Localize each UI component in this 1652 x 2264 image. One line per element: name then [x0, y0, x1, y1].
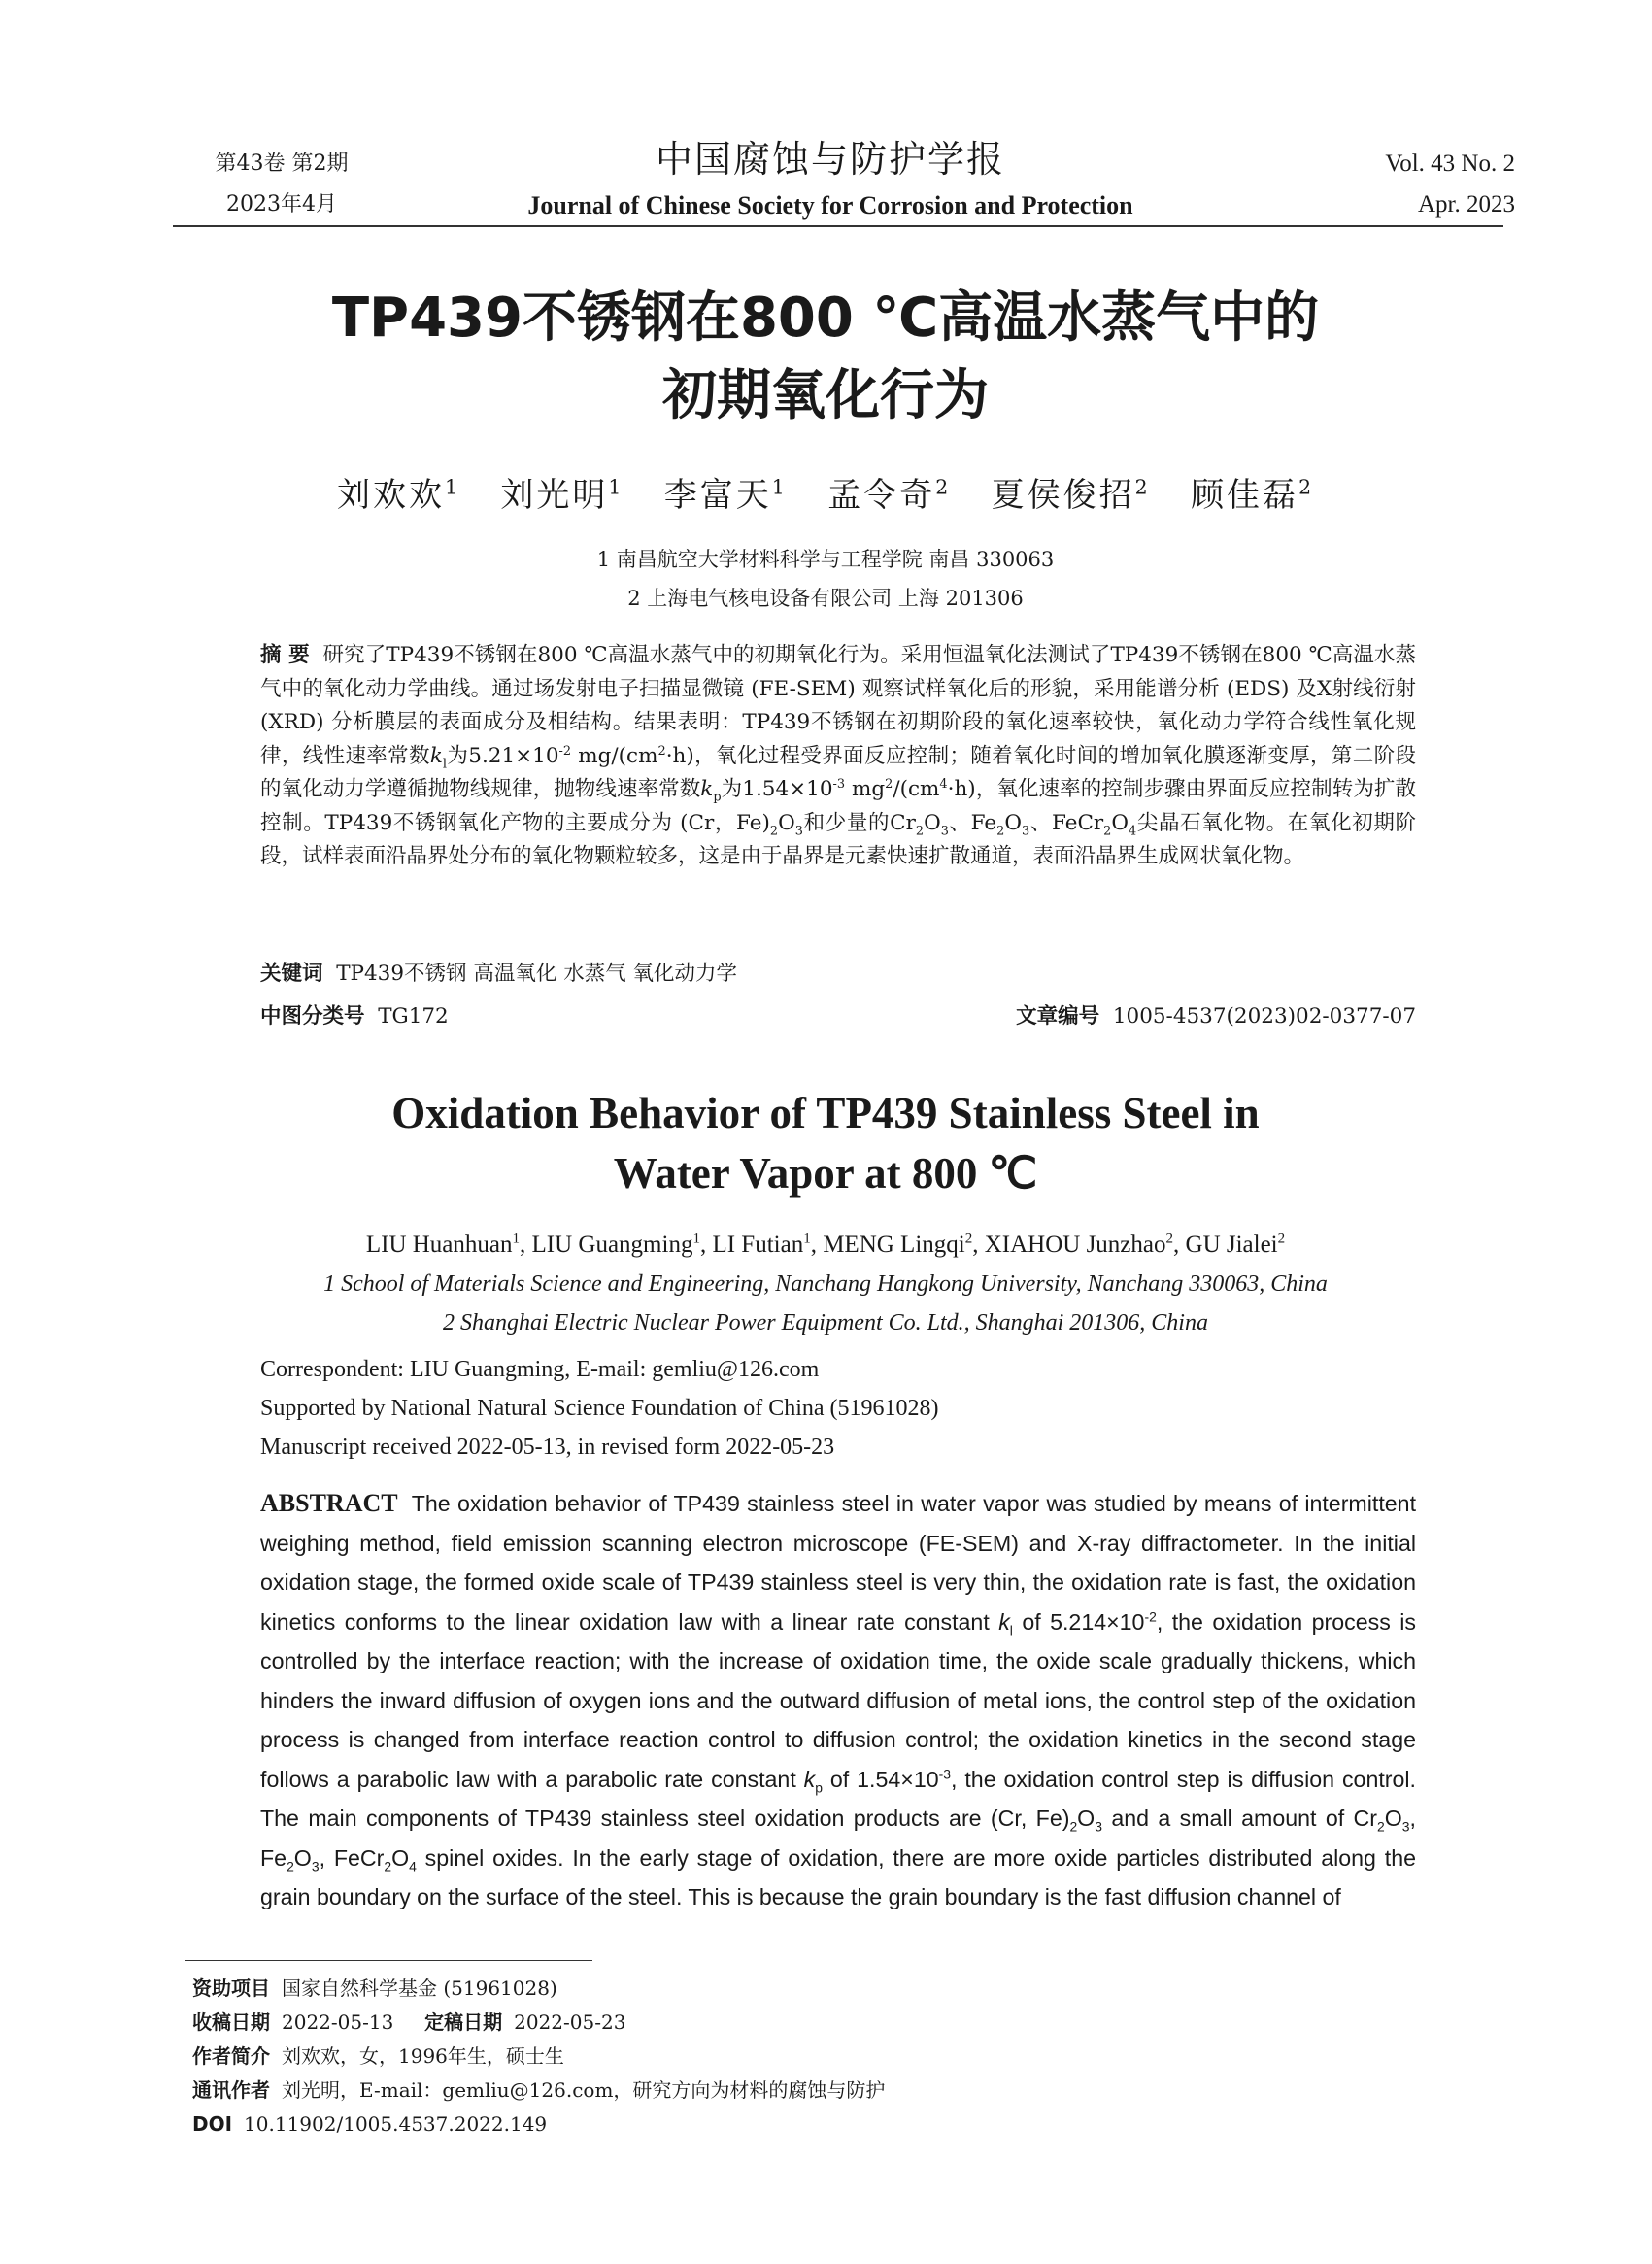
- funding: Supported by National Natural Science Foundation of China (51961028): [260, 1396, 939, 1421]
- journal-volume-info-en: [1301, 144, 1515, 225]
- affiliations-cn: [291, 540, 1360, 618]
- abstract-cn: 摘 要 研究了TP439不锈钢在800 ℃高温水蒸气中的初期氧化行为。采用恒温氧化法测试了TP439不锈钢在800 ℃高温水蒸气中的氧化动力学曲线。通过场发射电子扫描显微镜 (FE-SEM) 观察试样氧化后的形貌，采用能谱分析 (EDS) 及X射线衍射 (XRD) 分析膜层的表面成分及相结构。结果表明：TP439不锈钢在初期阶段的氧化速率较快，氧化动力学符合线性氧化规律，线性速率常数$k_l$为$5.21\times 10^{-2}$ $mg/(cm^2\cdot h)$，氧化过程受界面反应控制；随着氧化时间的增加氧化膜逐渐变厚，第二阶段的氧化动力学遵循抛物线规律，抛物线速率常数$k_p$为$1.54\times 10^{-3}$ $mg^2/(cm^4\cdot h)$，氧化速率的控制步骤由界面反应控制转为扩散控制。TP439不锈钢氧化产物的主要成分为 (Cr，$Fe)_2O_3$和少量的$Cr_2O_3$、$Fe_2O_3$、$FeCr_2O_4$尖晶石氧化物。在氧化初期阶段，试样表面沿晶界处分布的氧化物颗粒较多，这是由于晶界是元素快速扩散通道，表面沿晶界生成网状氧化物。: [260, 643, 1416, 868]
- authors-cn: [194, 471, 1457, 520]
- footnote-author-bio: 作者简介 刘欢欢，女，1996年生，硕士生: [192, 2044, 564, 2068]
- keywords-cn-list: TP439不锈钢 高温氧化 水蒸气 氧化动力学: [336, 962, 738, 986]
- author-en: LI Futian$^1$: [712, 1231, 811, 1258]
- volume-issue-cn: 第43卷 第2期: [215, 152, 349, 176]
- footnote-rule: [185, 1960, 592, 1961]
- title-en-line2: Water Vapor at 800 ℃: [613, 1149, 1038, 1198]
- keywords-cn-label: 关键词: [260, 962, 323, 986]
- keywords-cn: [260, 958, 1416, 991]
- affiliation-cn-2: 2 上海电气核电设备有限公司 上海 201306: [627, 587, 1024, 610]
- date-cn: 2023年4月: [226, 192, 337, 217]
- author-en: LIU Guangming$^1$: [531, 1231, 700, 1258]
- manuscript-dates: Manuscript received 2022-05-13, in revised form 2022-05-23: [260, 1435, 835, 1460]
- footnote-funding: 资助项目 国家自然科学基金 (51961028): [192, 1977, 557, 2000]
- footnotes: [192, 1972, 1358, 2142]
- classification-row: [260, 1000, 1416, 1033]
- author-en: XIAHOU Junzhao$^2$: [984, 1231, 1174, 1258]
- footnote-dates: 收稿日期 2022-05-13 定稿日期 2022-05-23: [192, 2011, 626, 2034]
- author-cn: 刘光明$^1$: [500, 475, 624, 515]
- footnote-doi: DOI 10.11902/1005.4537.2022.149: [192, 2112, 548, 2136]
- header-rule: [173, 225, 1503, 227]
- abstract-cn-label: 摘 要: [260, 643, 310, 667]
- class-number-label: 中图分类号: [260, 1004, 365, 1029]
- affiliation-en-1: 1 School of Materials Science and Engineering, Nanchang Hangkong University, Nanchang 330063, China: [323, 1271, 1328, 1297]
- affiliations-en: [194, 1265, 1457, 1342]
- journal-volume-info: [185, 144, 379, 225]
- abstract-en: ABSTRACT The oxidation behavior of TP439 stainless steel in water vapor was studied by means of intermittent weighing method, field emission scanning electron microscope (FE-SEM) and X-ray diffractometer. In the initial oxidation stage, the formed oxide scale of TP439 stainless steel is very thin, the oxidation rate is fast, the oxidation kinetics conforms to the linear oxidation law with a linear rate constant $k_l$ of $5.214\times 10^{-2}$, the oxidation process is controlled by the interface reaction; with the increase of oxidation time, the oxide scale gradually thickens, which hinders the inward diffusion of oxygen ions and the outward diffusion of metal ions, the control step of the oxidation process is changed from interface reaction control to diffusion control; the oxidation kinetics in the second stage follows a parabolic law with a parabolic rate constant $k_p$ of $1.54\times 10^{-3}$, the oxidation control step is diffusion control. The main components of TP439 stainless steel oxidation products are (Cr, $Fe)_2O_3$ and a small amount of $Cr_2O_3$, $Fe_2O_3$, $FeCr_2O_4$ spinel oxides. In the early stage of oxidation, there are more oxide particles distributed along the grain boundary on the surface of the steel. This is because the grain boundary is the fast diffusion channel of: [260, 1489, 1417, 1909]
- affiliation-en-2: 2 Shanghai Electric Nuclear Power Equipment Co. Ltd., Shanghai 201306, China: [443, 1310, 1208, 1335]
- journal-name: [437, 132, 1224, 225]
- author-cn: 孟令奇$^2$: [827, 475, 952, 515]
- article-number: 文章编号 1005-4537(2023)02-0377-07: [1016, 1004, 1416, 1029]
- affiliation-cn-1: 1 南昌航空大学材料科学与工程学院 南昌 330063: [596, 548, 1055, 571]
- abstract-en-label: ABSTRACT: [260, 1489, 398, 1517]
- author-en: LIU Huanhuan$^1$: [365, 1231, 520, 1258]
- correspondent: Correspondent: LIU Guangming, E-mail: gemliu@126.com: [260, 1357, 820, 1382]
- volume-issue-en: Vol. 43 No. 2: [1385, 151, 1515, 177]
- title-cn-line2: 初期氧化行为: [662, 364, 989, 427]
- author-cn: 李富天$^1$: [663, 475, 788, 515]
- footnote-correspondent: 通讯作者 刘光明，E-mail：gemliu@126.com，研究方向为材料的腐蚀与防护: [192, 2078, 886, 2102]
- title-en-line1: Oxidation Behavior of TP439 Stainless Steel in: [391, 1089, 1260, 1137]
- title-cn-line1: TP439不锈钢在800 ℃高温水蒸气中的: [331, 287, 1320, 350]
- title-en: [194, 1083, 1457, 1203]
- date-en: Apr. 2023: [1418, 191, 1515, 218]
- author-cn: 刘欢欢$^1$: [336, 475, 460, 515]
- author-cn: 顾佳磊$^2$: [1191, 475, 1315, 515]
- author-en: MENG Lingqi$^2$: [823, 1231, 973, 1258]
- article-meta-en: [260, 1350, 1426, 1467]
- author-en: GU Jialei$^2$: [1185, 1231, 1286, 1258]
- class-number: TG172: [378, 1004, 449, 1029]
- journal-name-en: Journal of Chinese Society for Corrosion and Protection: [527, 191, 1133, 220]
- author-cn: 夏侯俊招$^2$: [991, 475, 1151, 515]
- title-cn: [194, 280, 1457, 435]
- journal-name-cn: 中国腐蚀与防护学报: [655, 138, 1005, 181]
- authors-en: LIU Huanhuan$^1$, LIU Guangming$^1$, LI Futian$^1$, MENG Lingqi$^2$, XIAHOU Junzhao$^2$, GU Jialei$^2$: [365, 1231, 1286, 1258]
